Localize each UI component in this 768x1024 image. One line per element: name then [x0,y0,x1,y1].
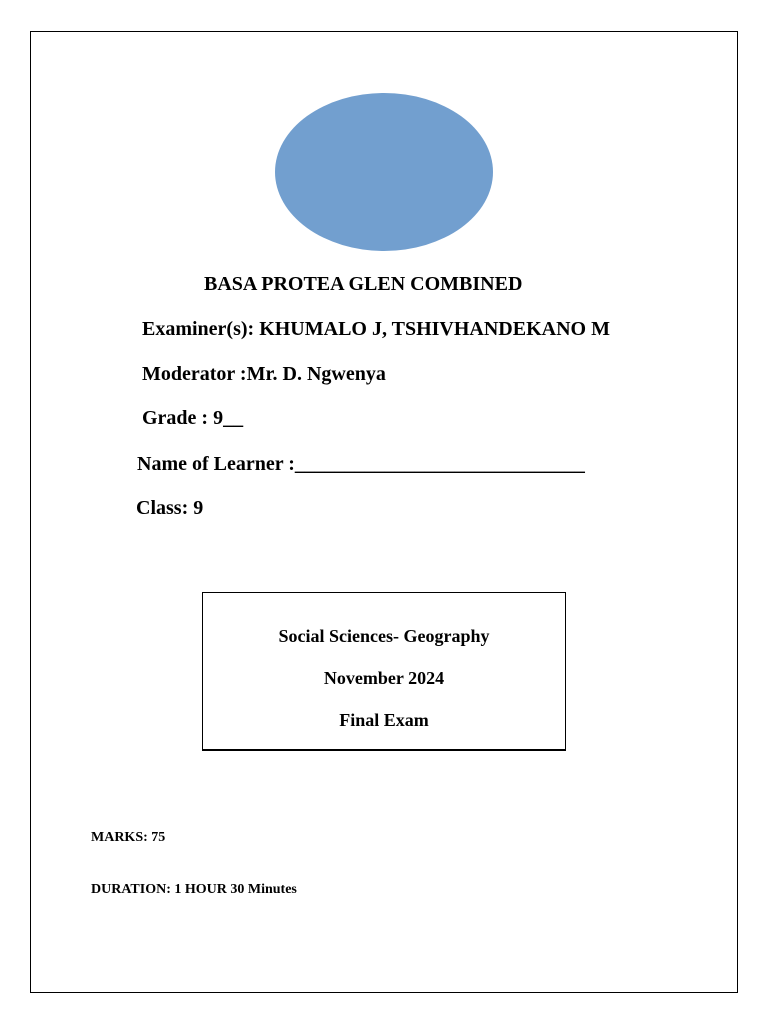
duration-line: DURATION: 1 HOUR 30 Minutes [91,882,297,897]
exam-info-box [202,592,566,751]
school-logo-placeholder [275,93,493,251]
learner-name-field: Name of Learner :_____________________________ [137,453,585,475]
exam-type: Final Exam [339,710,429,730]
moderator-line: Moderator :Mr. D. Ngwenya [142,363,386,385]
exam-subject: Social Sciences- Geography [278,626,490,646]
class-line: Class: 9 [136,497,204,519]
exam-session: November 2024 [323,668,445,688]
school-name: BASA PROTEA GLEN COMBINED [204,273,523,295]
grade-line: Grade : 9__ [142,407,244,429]
marks-line: MARKS: 75 [91,830,166,845]
examiners-line: Examiner(s): KHUMALO J, TSHIVHANDEKANO M [142,318,610,340]
